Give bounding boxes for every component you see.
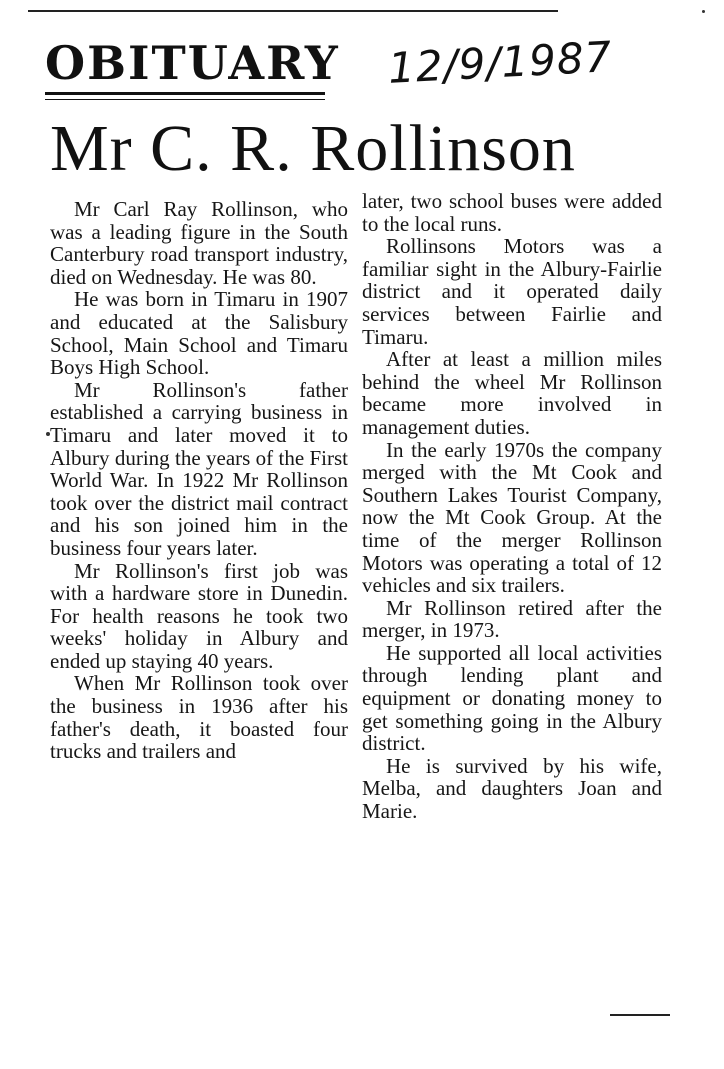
column-right (362, 190, 662, 823)
paragraph: Mr Carl Ray Rollinson, who was a leading figure in the South Canterbury road transport industry, died on Wednesday. He was 80. (50, 197, 348, 289)
column-left (50, 198, 348, 763)
paragraph: He supported all local activities through lending plant and equipment or donating money to get something going in the Albury district. (362, 640, 662, 756)
end-rule (610, 1014, 670, 1016)
paragraph: He was born in Timaru in 1907 and educated at the Salisbury School, Main School and Timaru Boys High School. (50, 287, 348, 380)
speck (702, 10, 705, 13)
section-label: OBITUARY (45, 36, 340, 90)
paragraph: When Mr Rollinson took over the business in 1936 after his father's death, it boasted four trucks and trailers and (50, 671, 348, 764)
paragraph: In the early 1970s the company merged with the Mt Cook and Southern Lakes Tourist Company, now the Mt Cook Group. At the time of the merger Rollinson Motors was operating a total of 12 vehicles and six trailers. (362, 437, 662, 598)
paragraph: After at least a million miles behind the wheel Mr Rollinson became more involved in management duties. (362, 347, 662, 439)
top-rule (28, 10, 558, 12)
paragraph: Mr Rollinson's father established a carrying business in Timaru and later moved it to Albury during the years of the First World War. In 1922 Mr Rollinson took over the district mail contract and his son joined him in the business four years later. (50, 377, 348, 560)
handwritten-date: 12/9/1987 (386, 32, 614, 93)
section-underline-thin (45, 99, 325, 100)
paragraph-continuation: later, two school buses were added to the local runs. (362, 189, 662, 236)
headline: Mr C. R. Rollinson (50, 112, 576, 185)
section-underline (45, 92, 325, 95)
paragraph: Mr Rollinson retired after the merger, in 1973. (362, 595, 662, 643)
paragraph: Rollinsons Motors was a familiar sight in the Albury-Fairlie district and it operated daily services between Fairlie and Timaru. (362, 234, 662, 349)
paragraph: He is survived by his wife, Melba, and daughters Joan and Marie. (362, 753, 662, 824)
paragraph: Mr Rollinson's first job was with a hardware store in Dunedin. For health reasons he took two weeks' holiday in Albury and ended up staying 40 years. (50, 558, 348, 673)
